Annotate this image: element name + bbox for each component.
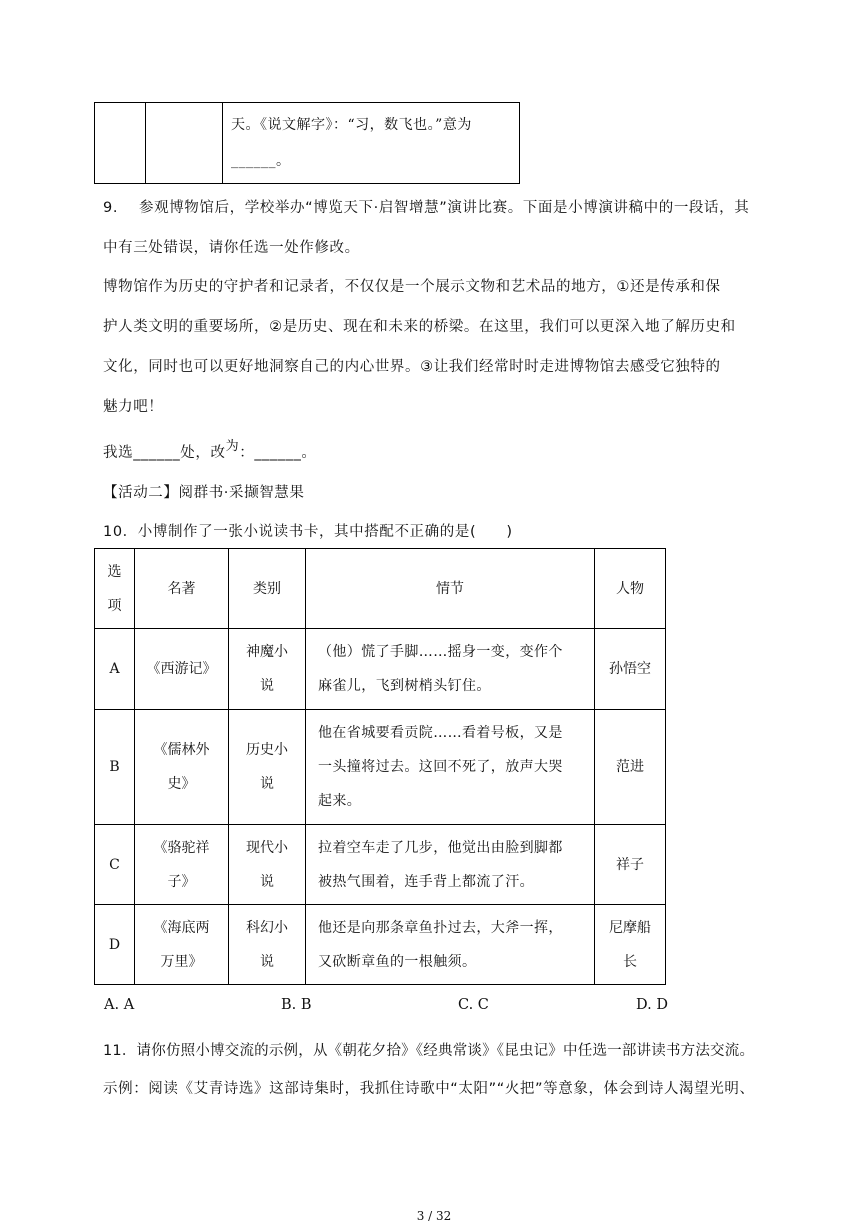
choice-c[interactable]: C. C	[458, 997, 489, 1013]
table-cell	[146, 103, 223, 184]
novel-reading-card-table	[94, 548, 666, 985]
q9-number: 9.	[103, 200, 119, 216]
cell-text: 天。《说文解字》：“习，数飞也。”意为	[231, 117, 472, 133]
table-row	[95, 905, 666, 985]
row-plot: 他在省城要看贡院……看着号板，又是 一头撞将过去。这回不死了，放声大哭 起来。	[306, 710, 595, 825]
row-option: A	[95, 629, 135, 710]
activity-heading: 【活动二】阅群书·采撷智慧果	[103, 485, 305, 501]
row-category: 历史小 说	[229, 710, 306, 825]
header-category: 类别	[229, 549, 306, 629]
row-plot: （他）慌了手脚……摇身一变，变作个 麻雀儿，飞到树梢头钉住。	[306, 629, 595, 710]
q9-answer-line	[103, 441, 783, 462]
answer-part-raised: 为	[225, 439, 240, 454]
table-cell	[223, 103, 520, 184]
answer-part: 我选______处，改	[103, 445, 226, 461]
row-character: 范进	[595, 710, 666, 825]
page-number: 3 / 32	[416, 1209, 452, 1223]
continued-table	[94, 102, 520, 184]
row-option: C	[95, 825, 135, 905]
q11-line: 示例：阅读《艾青诗选》这部诗集时，我抓住诗歌中“太阳”“火把”等意象，体会到诗人渴望光明、	[103, 1081, 755, 1097]
row-name: 《西游记》	[135, 629, 229, 710]
table-row	[95, 710, 666, 825]
row-name: 《海底两 万里》	[135, 905, 229, 985]
table-header-row	[95, 549, 666, 629]
choice-b[interactable]: B. B	[281, 997, 312, 1013]
row-character: 孙悟空	[595, 629, 666, 710]
header-plot: 情节	[306, 549, 595, 629]
header-name: 名著	[135, 549, 229, 629]
q9-paragraph-line: 护人类文明的重要场所，②是历史、现在和未来的桥梁。在这里，我们可以更深入地了解历史和	[103, 319, 736, 335]
row-category: 神魔小 说	[229, 629, 306, 710]
q9-paragraph-line: 文化，同时也可以更好地洞察自己的内心世界。③让我们经常时时走进博物馆去感受它独特的	[103, 359, 721, 375]
q9-paragraph-line: 魅力吧！	[103, 399, 164, 415]
q11-line: 11．请你仿照小博交流的示例，从《朝花夕拾》《经典常谈》《昆虫记》中任选一部讲读书方法交流。	[103, 1043, 755, 1059]
header-option: 选 项	[95, 549, 135, 629]
row-category: 科幻小 说	[229, 905, 306, 985]
row-character: 祥子	[595, 825, 666, 905]
table-row	[95, 103, 520, 184]
table-cell	[95, 103, 146, 184]
choice-a[interactable]: A. A	[104, 997, 135, 1013]
header-character: 人物	[595, 549, 666, 629]
row-plot: 他还是向那条章鱼扑过去，大斧一挥， 又砍断章鱼的一根触须。	[306, 905, 595, 985]
q10-prompt: 10．小博制作了一张小说读书卡，其中搭配不正确的是( )	[103, 524, 513, 540]
table-row	[95, 825, 666, 905]
cell-text: ______。	[231, 153, 291, 169]
q9-text: 参观博物馆后，学校举办“博览天下·启智增慧”演讲比赛。下面是小博演讲稿中的一段话，其	[139, 200, 750, 216]
row-option: D	[95, 905, 135, 985]
choice-d[interactable]: D. D	[636, 997, 668, 1013]
row-name: 《儒林外 史》	[135, 710, 229, 825]
row-option: B	[95, 710, 135, 825]
row-plot: 拉着空车走了几步，他觉出由脸到脚都 被热气围着，连手背上都流了汗。	[306, 825, 595, 905]
row-character: 尼摩船 长	[595, 905, 666, 985]
table-row	[95, 629, 666, 710]
row-category: 现代小 说	[229, 825, 306, 905]
answer-part: ：______。	[239, 445, 317, 461]
q9-line	[103, 196, 783, 217]
q9-paragraph-line: 博物馆作为历史的守护者和记录者，不仅仅是一个展示文物和艺术品的地方，①还是传承和保	[103, 279, 721, 295]
q9-line: 中有三处错误，请你任选一处作修改。	[103, 240, 360, 256]
row-name: 《骆驼祥 子》	[135, 825, 229, 905]
